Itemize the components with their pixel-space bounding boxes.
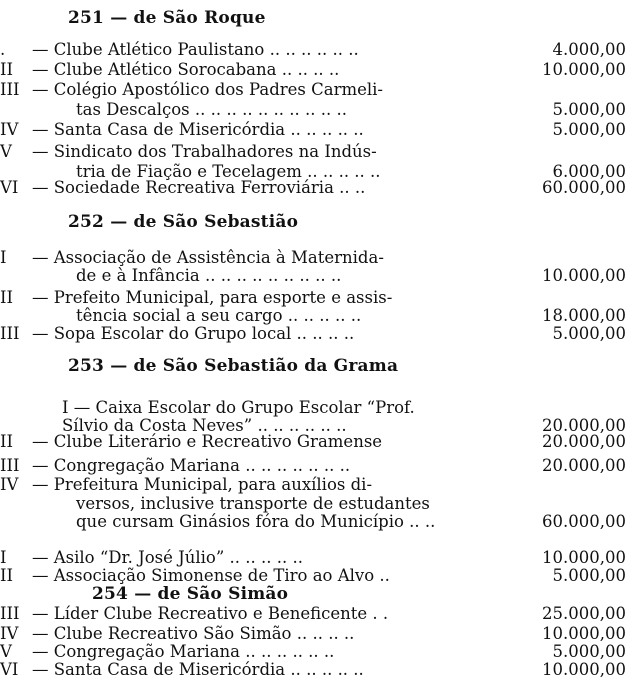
list-item-continuation xyxy=(0,494,642,514)
item-description: versos, inclusive transporte de estudantes xyxy=(76,494,430,513)
item-number: . xyxy=(0,40,6,59)
list-item xyxy=(0,60,642,80)
item-amount: 5.000,00 xyxy=(552,566,626,585)
item-number: V xyxy=(0,642,12,661)
item-number: III xyxy=(0,456,20,475)
list-item xyxy=(0,660,642,680)
item-description: — Prefeito Municipal, para esporte e assis- xyxy=(32,288,393,307)
list-item xyxy=(0,475,642,495)
item-description: — Sopa Escolar do Grupo local .. .. .. .. xyxy=(32,324,355,343)
list-item xyxy=(0,288,642,308)
item-description: — Clube Literário e Recreativo Gramense xyxy=(32,432,383,451)
item-number: II xyxy=(0,288,14,307)
list-item xyxy=(0,178,642,198)
item-description: — Sindicato dos Trabalhadores na Indús- xyxy=(32,142,377,161)
item-amount: 10.000,00 xyxy=(542,60,626,79)
item-amount: 4.000,00 xyxy=(552,40,626,59)
section-heading-253: 253 — de São Sebastião da Grama xyxy=(68,356,399,376)
list-item-continuation xyxy=(0,306,642,326)
item-number: IV xyxy=(0,120,19,139)
item-number: II xyxy=(0,566,14,585)
item-number: I xyxy=(0,248,7,267)
item-number: IV xyxy=(0,475,19,494)
item-amount: 10.000,00 xyxy=(542,624,626,643)
item-description: — Sociedade Recreativa Ferroviária .. .. xyxy=(32,178,366,197)
item-amount: 5.000,00 xyxy=(552,642,626,661)
list-item xyxy=(0,604,642,624)
item-description: — Prefeitura Municipal, para auxílios di- xyxy=(32,475,373,494)
item-description: — Clube Atlético Paulistano .. .. .. .. .. .. xyxy=(32,40,359,59)
item-description: — Associação de Assistência à Maternida- xyxy=(32,248,384,267)
item-description: tência social a seu cargo .. .. .. .. .. xyxy=(76,306,362,325)
item-amount: 20.000,00 xyxy=(542,456,626,475)
item-description: tria de Fiação e Tecelagem .. .. .. .. .. xyxy=(76,162,381,181)
item-number: VI xyxy=(0,178,19,197)
item-description: — Congregação Mariana .. .. .. .. .. .. .. xyxy=(32,456,351,475)
item-description: — Santa Casa de Misericórdia .. .. .. .. .. xyxy=(32,120,364,139)
list-item xyxy=(0,432,642,452)
item-number: I xyxy=(0,548,7,567)
item-description: tas Descalços .. .. .. .. .. .. .. .. .. .. xyxy=(76,100,347,119)
item-description: — Clube Atlético Sorocabana .. .. .. .. xyxy=(32,60,340,79)
list-item-continuation xyxy=(0,266,642,286)
item-number: VI xyxy=(0,660,19,679)
item-number: III xyxy=(0,80,20,99)
list-item xyxy=(0,248,642,268)
item-description: Sílvio da Costa Neves” .. .. .. .. .. .. xyxy=(62,416,347,435)
list-item xyxy=(0,398,642,418)
list-item xyxy=(0,548,642,568)
item-number: II xyxy=(0,60,14,79)
item-amount: 18.000,00 xyxy=(542,306,626,325)
list-item xyxy=(0,40,642,60)
item-amount: 5.000,00 xyxy=(552,120,626,139)
list-item xyxy=(0,80,642,100)
item-number: V xyxy=(0,142,12,161)
list-item xyxy=(0,566,642,586)
list-item xyxy=(0,624,642,644)
list-item xyxy=(0,456,642,476)
item-amount: 20.000,00 xyxy=(542,432,626,451)
item-amount: 25.000,00 xyxy=(542,604,626,623)
item-number: III xyxy=(0,324,20,343)
item-number: IV xyxy=(0,624,19,643)
item-description: I — Caixa Escolar do Grupo Escolar “Prof. xyxy=(62,398,415,417)
item-amount: 10.000,00 xyxy=(542,548,626,567)
item-description: — Clube Recreativo São Simão .. .. .. .. xyxy=(32,624,355,643)
item-description: — Colégio Apostólico dos Padres Carmeli- xyxy=(32,80,384,99)
item-amount: 6.000,00 xyxy=(552,162,626,181)
item-amount: 10.000,00 xyxy=(542,660,626,679)
section-heading-252: 252 — de São Sebastião xyxy=(68,212,299,232)
list-item xyxy=(0,120,642,140)
item-amount: 5.000,00 xyxy=(552,100,626,119)
item-amount: 60.000,00 xyxy=(542,178,626,197)
section-heading-251: 251 — de São Roque xyxy=(68,8,266,28)
item-description: — Líder Clube Recreativo e Beneficente . . xyxy=(32,604,389,623)
section-heading-254: 254 — de São Simão xyxy=(92,584,289,604)
item-number: III xyxy=(0,604,20,623)
item-amount: 60.000,00 xyxy=(542,512,626,531)
item-description: de e à Infância .. .. .. .. .. .. .. .. .. xyxy=(76,266,342,285)
list-item xyxy=(0,642,642,662)
item-description: — Asilo “Dr. José Júlio” .. .. .. .. .. xyxy=(32,548,303,567)
item-amount: 10.000,00 xyxy=(542,266,626,285)
item-description: — Congregação Mariana .. .. .. .. .. .. xyxy=(32,642,335,661)
list-item xyxy=(0,324,642,344)
item-amount: 20.000,00 xyxy=(542,416,626,435)
list-item-continuation xyxy=(0,100,642,120)
list-item-continuation xyxy=(0,512,642,532)
item-description: que cursam Ginásios fóra do Município .. .. xyxy=(76,512,436,531)
item-amount: 5.000,00 xyxy=(552,324,626,343)
item-description: — Santa Casa de Misericórdia .. .. .. .. .. xyxy=(32,660,364,679)
item-description: — Associação Simonense de Tiro ao Alvo .. xyxy=(32,566,390,585)
item-number: II xyxy=(0,432,14,451)
list-item xyxy=(0,142,642,162)
